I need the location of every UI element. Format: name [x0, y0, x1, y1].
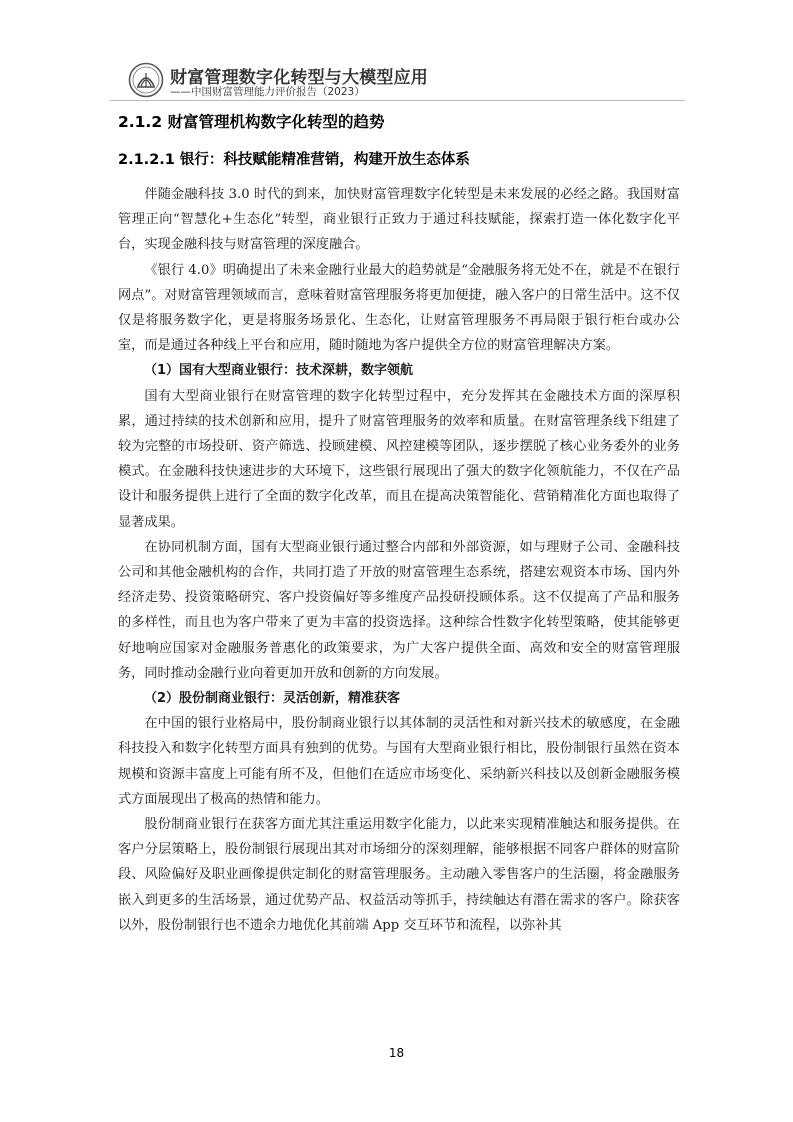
report-subtitle: ——中国财富管理能力评价报告（2023）: [170, 86, 365, 98]
body-text: [118, 182, 680, 938]
sub-heading: （2）股份制商业银行：灵活创新，精准获客: [144, 691, 401, 707]
header-divider: [110, 100, 685, 101]
subsection-heading: 2.1.2.1 银行：科技赋能精准营销，构建开放生态体系: [118, 152, 470, 168]
paragraph: 伴随金融科技 3.0 时代的到来，加快财富管理数字化转型是未来发展的必经之路。我国财富管理正向“智慧化+生态化”转型，商业银行正致力于通过科技赋能，探索打造一体化数字化平台，实现金融科技与财富管理的深度融合。: [118, 187, 680, 253]
paragraph: 在协同机制方面，国有大型商业银行通过整合内部和外部资源，如与理财子公司、金融科技公司和其他金融机构的合作，共同打造了开放的财富管理生态系统，搭建宏观资本市场、国内外经济走势、投资策略研究、客户投资偏好等多维度产品投研投顾体系。这不仅提高了产品和服务的多样性，而且也为客户带来了更为丰富的投资选择。这种综合性数字化转型策略，使其能够更好地响应国家对金融服务普惠化的政策要求，为广大客户提供全面、高效和安全的财富管理服务，同时推动金融行业向着更加开放和创新的方向发展。: [118, 539, 680, 681]
sub-heading: （1）国有大型商业银行：技术深耕，数字领航: [144, 363, 414, 379]
report-title: 财富管理数字化转型与大模型应用: [170, 68, 428, 88]
institution-logo-icon: [128, 62, 164, 98]
paragraph: 在中国的银行业格局中，股份制商业银行以其体制的灵活性和对新兴技术的敏感度，在金融科技投入和数字化转型方面具有独到的优势。与国有大型商业银行相比，股份制银行虽然在资本规模和资源丰富度上可能有所不及，但他们在适应市场变化、采纳新兴科技以及创新金融服务模式方面展现出了极高的热情和能力。: [118, 716, 680, 807]
page-number: 18: [388, 1046, 405, 1060]
page-header: [128, 60, 448, 100]
paragraph: 《银行 4.0》明确提出了未来金融行业最大的趋势就是“金融服务将无处不在，就是不在银行网点”。对财富管理领域而言，意味着财富管理服务将更加便捷，融入客户的日常生活中。这不仅仅是将服务数字化，更是将服务场景化、生态化，让财富管理服务不再局限于银行柜台或办公室，而是通过各种线上平台和应用，随时随地为客户提供全方位的财富管理解决方案。: [118, 262, 680, 354]
paragraph: 国有大型商业银行在财富管理的数字化转型过程中，充分发挥其在金融技术方面的深厚积累，通过持续的技术创新和应用，提升了财富管理服务的效率和质量。在财富管理条线下组建了较为完整的市场投研、资产筛选、投顾建模、风控建模等团队，逐步摆脱了核心业务委外的业务模式。在金融科技快速进步的大环境下，这些银行展现出了强大的数字化领航能力，不仅在产品设计和服务提供上进行了全面的数字化改革，而且在提高决策智能化、营销精准化方面也取得了显著成果。: [118, 388, 680, 530]
paragraph: 股份制商业银行在获客方面尤其注重运用数字化能力，以此来实现精准触达和服务提供。在客户分层策略上，股份制银行展现出其对市场细分的深刻理解，能够根据不同客户群体的财富阶段、风险偏好及职业画像提供定制化的财富管理服务。主动融入零售客户的生活圈，将金融服务嵌入到更多的生活场景，通过优势产品、权益活动等抓手，持续触达有潜在需求的客户。除获客以外，股份制银行也不遗余力地优化其前端 App 交互环节和流程，以弥补其: [118, 817, 680, 933]
section-heading: 2.1.2 财富管理机构数字化转型的趋势: [118, 113, 385, 131]
